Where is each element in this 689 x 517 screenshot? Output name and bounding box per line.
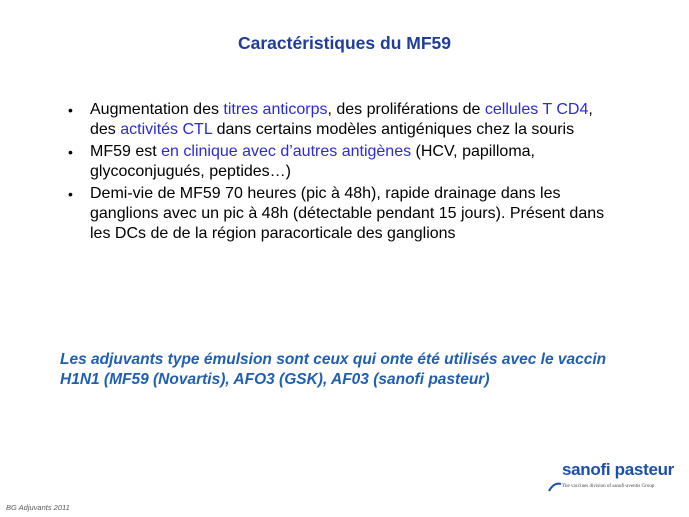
bullet-text-segment: , des	[90, 101, 593, 138]
highlight-term: titres anticorps	[223, 101, 328, 118]
logo-wordmark: sanofi pasteur	[562, 460, 674, 479]
footer-label: BG Adjuvants 2011	[6, 503, 70, 512]
emulsion-note: Les adjuvants type émulsion sont ceux qui onte été utilisés avec le vaccin H1N1 (MF59 (Novartis), AFO3 (GSK), AF03 (sanofi pasteur)	[60, 351, 607, 388]
logo-swoosh-icon	[548, 480, 562, 494]
bullet-text-segment: (HCV, papilloma, glycoconjugués, peptides…)	[90, 143, 535, 180]
highlight-term: activités CTL	[120, 121, 213, 138]
bullet-item	[68, 100, 608, 140]
bullet-text	[90, 143, 535, 180]
sanofi-pasteur-logo	[548, 460, 678, 500]
logo-tagline: The vaccines division of sanofi-aventis Group	[562, 484, 655, 489]
bullet-text-segment: dans certains modèles antigéniques chez la souris	[212, 121, 575, 138]
slide-title: Caractéristiques du MF59	[238, 33, 451, 53]
bullet-dot-icon: •	[68, 144, 73, 160]
bullet-text	[90, 185, 604, 242]
bullet-dot-icon: •	[68, 102, 73, 118]
bullet-list	[68, 100, 608, 246]
bullet-dot-icon: •	[68, 186, 73, 202]
highlight-term: en clinique avec d’autres antigènes	[161, 143, 412, 160]
bullet-text-segment: Augmentation des	[90, 101, 224, 118]
bullet-text-segment: , des proliférations de	[327, 101, 485, 118]
bullet-item	[68, 184, 608, 244]
highlight-term: cellules T CD4	[484, 101, 589, 118]
bullet-text	[90, 101, 593, 138]
bullet-item	[68, 142, 608, 182]
bullet-text-segment: MF59 est	[90, 143, 162, 160]
bullet-text-segment: Demi-vie de MF59 70 heures (pic à 48h), rapide drainage dans les ganglions avec un pic à 48h (détectable pendant 15 jours). Présent dans les DCs de de la région paracorticale des ganglions	[90, 185, 605, 242]
